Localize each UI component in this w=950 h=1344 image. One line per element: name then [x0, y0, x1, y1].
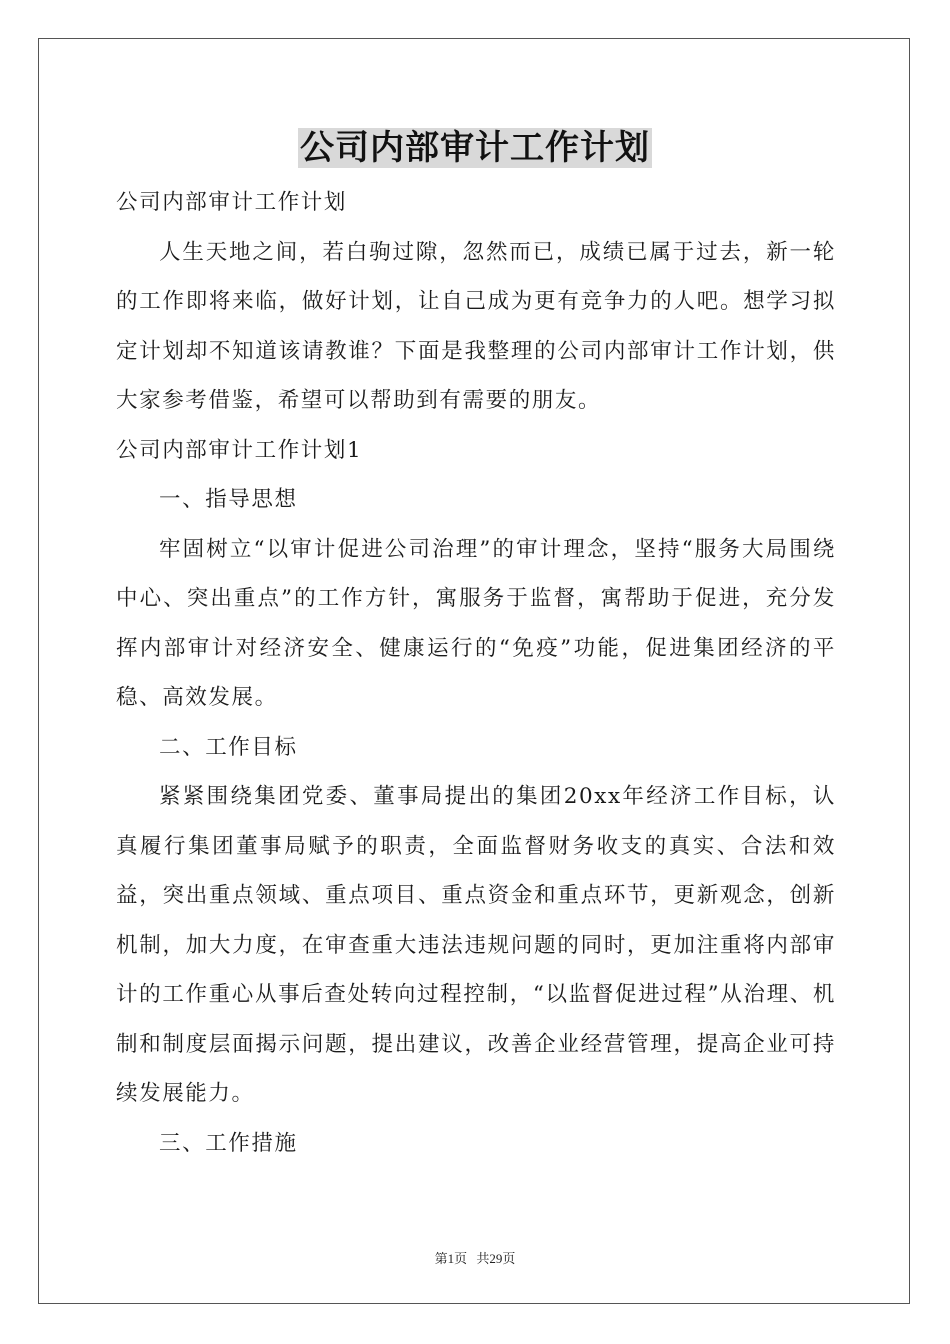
document-body: [116, 178, 836, 1168]
paragraph-guiding-ideology: 牢固树立“以审计促进公司治理”的审计理念，坚持“服务大局围绕中心、突出重点”的工作方针，寓服务于监督，寓帮助于促进，充分发挥内部审计对经济安全、健康运行的“免疫”功能，促进集团经济的平稳、高效发展。: [116, 536, 836, 710]
section-title: 公司内部审计工作计划1: [116, 437, 363, 463]
heading-guiding-ideology: 一、指导思想: [159, 487, 298, 512]
page-number: 第1页: [434, 1251, 468, 1266]
subtitle: 公司内部审计工作计划: [116, 190, 348, 215]
document-title: 公司内部审计工作计划: [300, 128, 650, 168]
paragraph-work-goals: 紧紧围绕集团党委、董事局提出的集团20xx年经济工作目标，认真履行集团董事局赋予的职责，全面监督财务收支的真实、合法和效益，突出重点领域、重点项目、重点资金和重点环节，更新观念，创新机制，加大力度，在审查重大违法违规问题的同时，更加注重将内部审计的工作重心从事后查处转向过程控制，“以监督促进过程”从治理、机制和制度层面揭示问题，提出建议，改善企业经营管理，提高企业可持续发展能力。: [116, 784, 836, 1106]
heading-work-goals: 二、工作目标: [159, 734, 298, 760]
heading-work-measures: 三、工作措施: [159, 1130, 298, 1156]
page-footer: [0, 1248, 950, 1267]
page-total: 共29页: [476, 1251, 516, 1266]
title-container: [0, 128, 950, 168]
intro-paragraph: 人生天地之间，若白驹过隙，忽然而已，成绩已属于过去，新一轮的工作即将来临，做好计划，让自己成为更有竞争力的人吧。想学习拟定计划却不知道该请教谁？下面是我整理的公司内部审计工作计划，供大家参考借鉴，希望可以帮助到有需要的朋友。: [116, 239, 836, 413]
